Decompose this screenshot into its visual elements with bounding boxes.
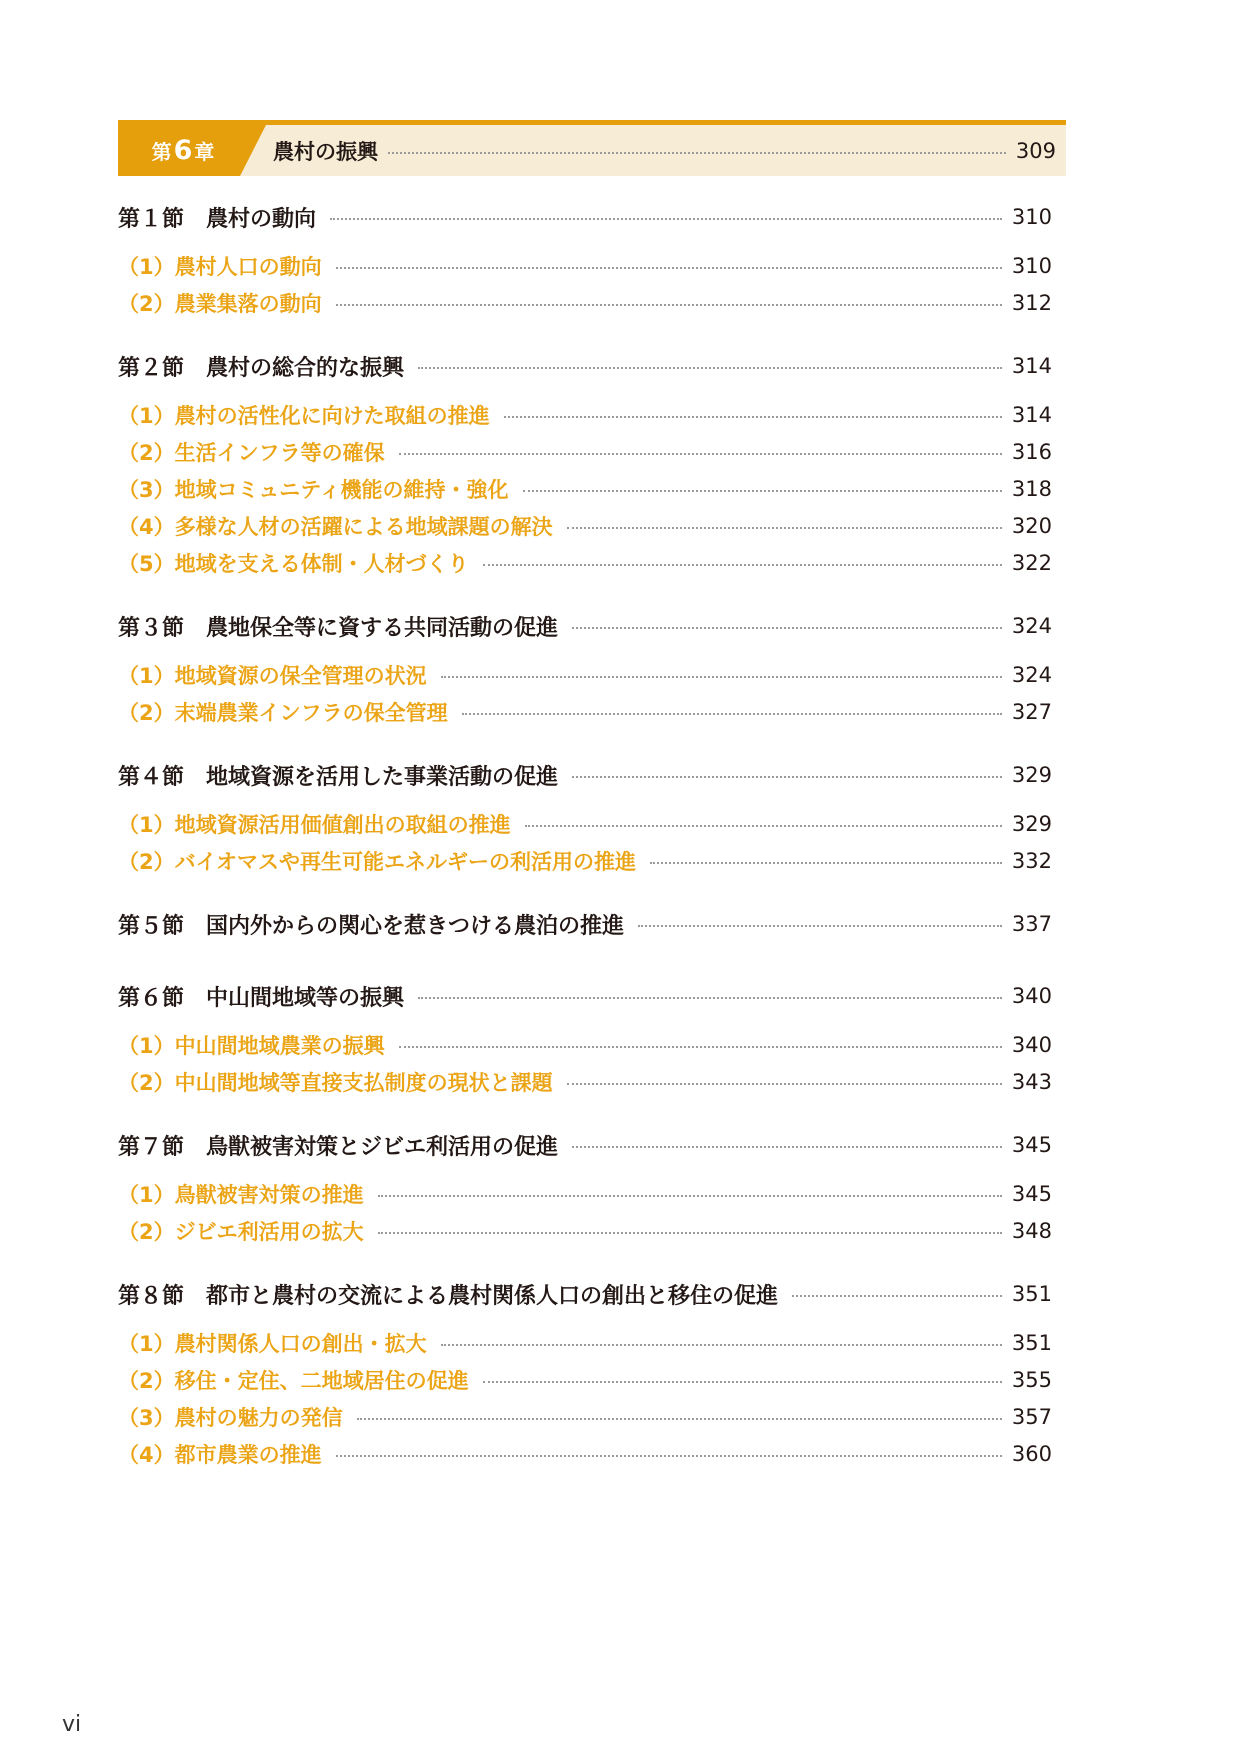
- leader-dots: [567, 527, 1002, 529]
- chapter-prefix: 第: [151, 140, 172, 164]
- leader-dots: [357, 1418, 1002, 1420]
- leader-dots: [336, 267, 1002, 269]
- leader-dots: [418, 367, 1002, 369]
- entry-page-number: 340: [1011, 1032, 1052, 1057]
- entry-title: （3）地域コミュニティ機能の維持・強化: [118, 477, 509, 502]
- toc-section-entry[interactable]: [118, 748, 1052, 802]
- leader-dots: [388, 152, 1006, 154]
- leader-dots: [399, 1046, 1002, 1048]
- entry-title: （2）末端農業インフラの保全管理: [118, 700, 448, 725]
- page-number: vi: [62, 1712, 82, 1737]
- leader-dots: [399, 453, 1002, 455]
- entry-title: （1）地域資源活用価値創出の取組の推進: [118, 812, 511, 837]
- entry-title: （1）農村関係人口の創出・拡大: [118, 1331, 427, 1356]
- entry-page-number: 348: [1011, 1218, 1052, 1243]
- entry-page-number: 310: [1011, 205, 1052, 229]
- leader-dots: [418, 997, 1002, 999]
- entry-page-number: 318: [1011, 476, 1052, 501]
- chapter-title-row[interactable]: [273, 125, 1056, 176]
- leader-dots: [336, 1455, 1002, 1457]
- entry-page-number: 324: [1011, 662, 1052, 687]
- chapter-suffix: 章: [194, 140, 215, 164]
- leader-dots: [572, 776, 1002, 778]
- entry-title: （2）バイオマスや再生可能エネルギーの利活用の推進: [118, 849, 636, 874]
- entry-title: （2）中山間地域等直接支払制度の現状と課題: [118, 1070, 553, 1095]
- toc-subsection-entry[interactable]: [118, 1175, 1052, 1212]
- entry-title: 第５節 国内外からの関心を惹きつける農泊の推進: [118, 913, 625, 939]
- toc-section-entry[interactable]: [118, 1267, 1052, 1321]
- chapter-badge: [118, 125, 278, 176]
- entry-title: （5）地域を支える体制・人材づくり: [118, 551, 469, 576]
- toc-section-entry[interactable]: [118, 1118, 1052, 1172]
- toc-subsection-entry[interactable]: [118, 656, 1052, 693]
- entry-title: （1）農村の活性化に向けた取組の推進: [118, 403, 490, 428]
- entry-page-number: 345: [1011, 1133, 1052, 1157]
- entry-page-number: 351: [1011, 1282, 1052, 1306]
- leader-dots: [650, 862, 1002, 864]
- table-of-contents: [118, 190, 1052, 1472]
- leader-dots: [523, 490, 1002, 492]
- entry-title: （3）農村の魅力の発信: [118, 1405, 343, 1430]
- toc-subsection-entry[interactable]: [118, 693, 1052, 730]
- entry-title: 第４節 地域資源を活用した事業活動の促進: [118, 764, 559, 790]
- entry-page-number: 357: [1011, 1404, 1052, 1429]
- entry-page-number: 320: [1011, 513, 1052, 538]
- leader-dots: [483, 1381, 1002, 1383]
- entry-page-number: 332: [1011, 848, 1052, 873]
- toc-section-entry[interactable]: [118, 599, 1052, 653]
- entry-page-number: 329: [1011, 763, 1052, 787]
- toc-subsection-entry[interactable]: [118, 842, 1052, 879]
- entry-page-number: 340: [1011, 984, 1052, 1008]
- entry-title: 第８節 都市と農村の交流による農村関係人口の創出と移住の促進: [118, 1283, 779, 1309]
- entry-page-number: 312: [1011, 290, 1052, 315]
- entry-page-number: 329: [1011, 811, 1052, 836]
- toc-subsection-entry[interactable]: [118, 1212, 1052, 1249]
- leader-dots: [504, 416, 1002, 418]
- entry-title: （2）生活インフラ等の確保: [118, 440, 385, 465]
- leader-dots: [462, 713, 1002, 715]
- entry-page-number: 310: [1011, 253, 1052, 278]
- toc-subsection-entry[interactable]: [118, 805, 1052, 842]
- entry-page-number: 343: [1011, 1069, 1052, 1094]
- chapter-number: 6: [173, 135, 193, 166]
- entry-title: 第７節 鳥獣被害対策とジビエ利活用の促進: [118, 1134, 559, 1160]
- entry-page-number: 360: [1011, 1441, 1052, 1466]
- entry-title: （2）農業集落の動向: [118, 291, 322, 316]
- entry-title: （1）農村人口の動向: [118, 254, 322, 279]
- toc-section-entry[interactable]: [118, 190, 1052, 244]
- entry-page-number: 355: [1011, 1367, 1052, 1392]
- entry-page-number: 337: [1011, 912, 1052, 936]
- toc-subsection-entry[interactable]: [118, 1435, 1052, 1472]
- toc-subsection-entry[interactable]: [118, 544, 1052, 581]
- chapter-header: [118, 120, 1066, 176]
- entry-page-number: 316: [1011, 439, 1052, 464]
- leader-dots: [572, 627, 1002, 629]
- chapter-page: 309: [1015, 138, 1056, 163]
- leader-dots: [378, 1195, 1002, 1197]
- toc-section-entry[interactable]: [118, 339, 1052, 393]
- toc-subsection-entry[interactable]: [118, 1361, 1052, 1398]
- leader-dots: [483, 564, 1002, 566]
- toc-subsection-entry[interactable]: [118, 247, 1052, 284]
- entry-page-number: 324: [1011, 614, 1052, 638]
- toc-subsection-entry[interactable]: [118, 1324, 1052, 1361]
- entry-title: 第２節 農村の総合的な振興: [118, 355, 405, 381]
- toc-subsection-entry[interactable]: [118, 1398, 1052, 1435]
- leader-dots: [792, 1295, 1002, 1297]
- toc-subsection-entry[interactable]: [118, 507, 1052, 544]
- entry-page-number: 314: [1011, 354, 1052, 378]
- entry-title: （1）鳥獣被害対策の推進: [118, 1182, 364, 1207]
- toc-subsection-entry[interactable]: [118, 284, 1052, 321]
- leader-dots: [525, 825, 1002, 827]
- toc-subsection-entry[interactable]: [118, 1063, 1052, 1100]
- leader-dots: [441, 1344, 1002, 1346]
- entry-title: 第６節 中山間地域等の振興: [118, 985, 405, 1011]
- entry-title: （1）中山間地域農業の振興: [118, 1033, 385, 1058]
- leader-dots: [638, 925, 1002, 927]
- entry-title: 第１節 農村の動向: [118, 206, 317, 232]
- leader-dots: [378, 1232, 1002, 1234]
- toc-subsection-entry[interactable]: [118, 396, 1052, 433]
- chapter-title: 農村の振興: [273, 139, 378, 164]
- leader-dots: [330, 218, 1002, 220]
- leader-dots: [441, 676, 1002, 678]
- leader-dots: [572, 1146, 1002, 1148]
- entry-page-number: 314: [1011, 402, 1052, 427]
- entry-page-number: 345: [1011, 1181, 1052, 1206]
- entry-page-number: 322: [1011, 550, 1052, 575]
- leader-dots: [336, 304, 1002, 306]
- entry-title: （2）ジビエ利活用の拡大: [118, 1219, 364, 1244]
- toc-subsection-entry[interactable]: [118, 433, 1052, 470]
- entry-title: 第３節 農地保全等に資する共同活動の促進: [118, 615, 559, 641]
- entry-title: （4）多様な人材の活躍による地域課題の解決: [118, 514, 553, 539]
- toc-section-entry[interactable]: [118, 897, 1052, 951]
- entry-page-number: 351: [1011, 1330, 1052, 1355]
- toc-subsection-entry[interactable]: [118, 1026, 1052, 1063]
- toc-subsection-entry[interactable]: [118, 470, 1052, 507]
- entry-page-number: 327: [1011, 699, 1052, 724]
- entry-title: （4）都市農業の推進: [118, 1442, 322, 1467]
- entry-title: （2）移住・定住、二地域居住の促進: [118, 1368, 469, 1393]
- entry-title: （1）地域資源の保全管理の状況: [118, 663, 427, 688]
- leader-dots: [567, 1083, 1002, 1085]
- toc-section-entry[interactable]: [118, 969, 1052, 1023]
